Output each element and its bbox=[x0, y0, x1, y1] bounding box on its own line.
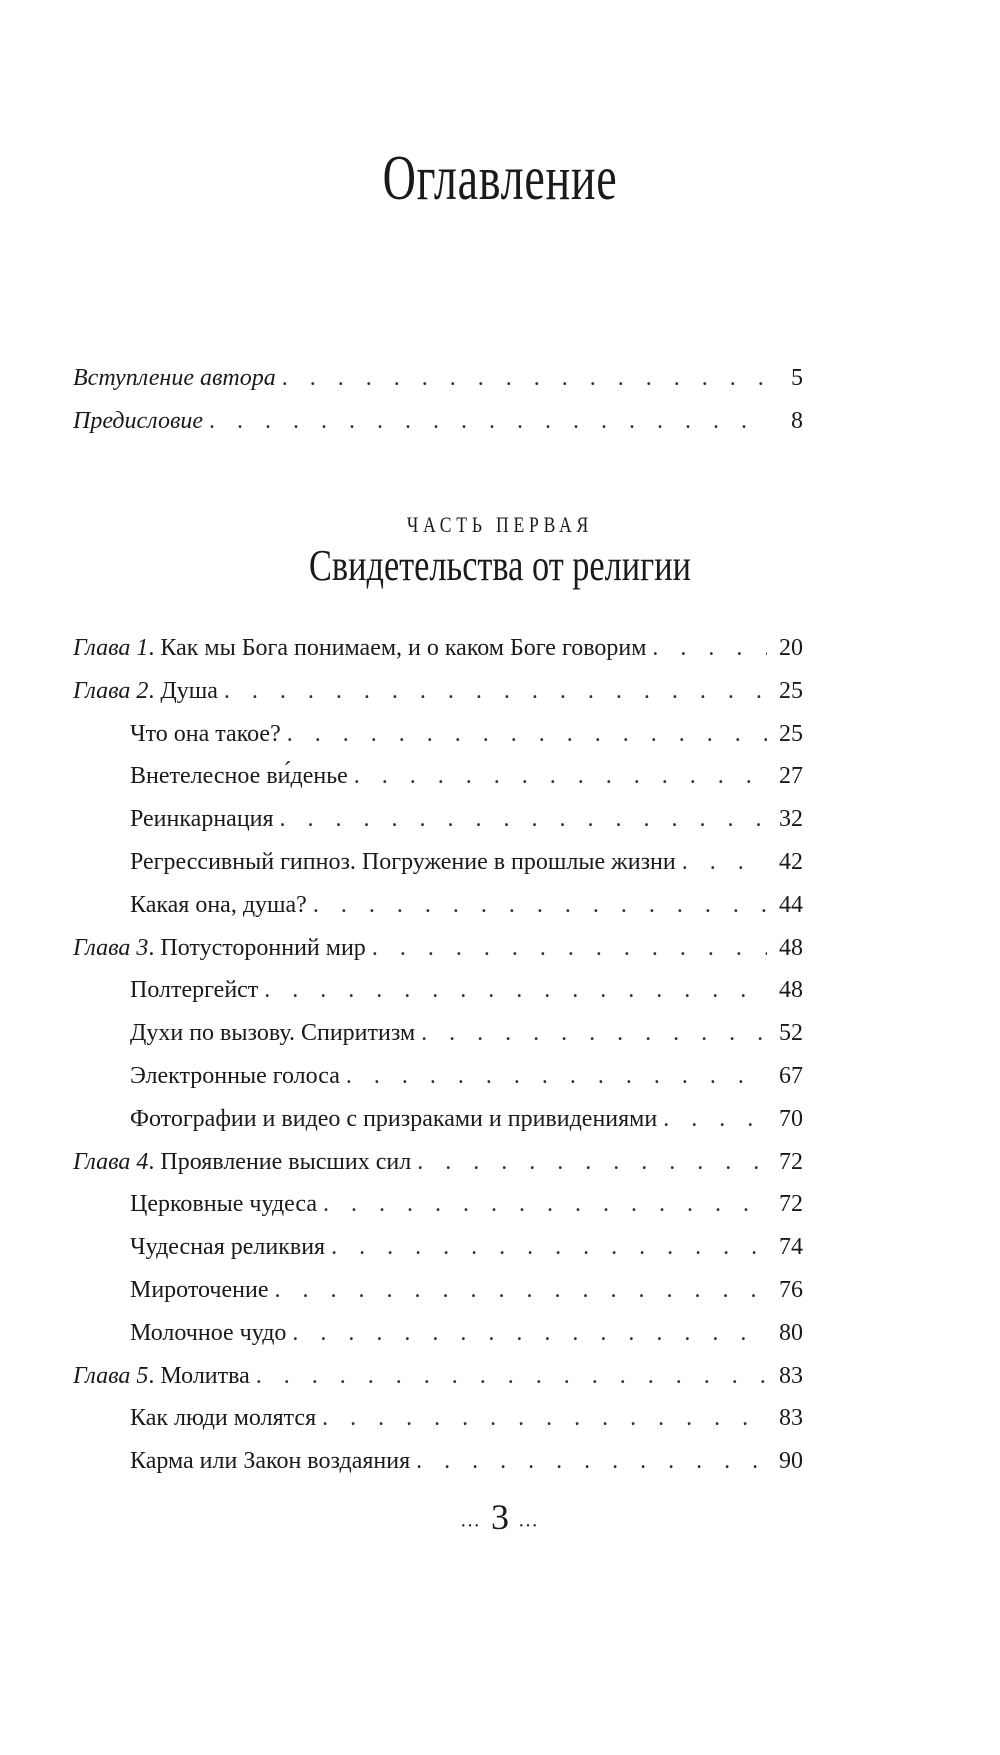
toc-entry[interactable] bbox=[73, 1098, 803, 1141]
toc-entry-label bbox=[130, 798, 274, 841]
dot-leader bbox=[256, 1355, 767, 1398]
toc-entry[interactable] bbox=[73, 1012, 803, 1055]
toc-entry-page: 42 bbox=[779, 848, 803, 875]
toc-entry-label bbox=[130, 1098, 657, 1141]
toc-entry-page: 72 bbox=[779, 1191, 803, 1218]
toc-entry[interactable] bbox=[73, 1183, 803, 1226]
chapter-number: Глава 1 bbox=[73, 635, 149, 661]
toc-entry-label bbox=[130, 713, 281, 756]
toc-entry[interactable] bbox=[73, 755, 803, 798]
toc-entry-page: 44 bbox=[779, 891, 803, 918]
front-matter-list bbox=[73, 357, 803, 443]
toc-entry-page: 8 bbox=[791, 407, 803, 434]
dot-leader bbox=[274, 1269, 767, 1312]
toc-entry-title: . Молитва bbox=[148, 1362, 250, 1389]
toc-list bbox=[73, 627, 803, 1483]
dot-leader bbox=[372, 927, 767, 970]
toc-entry-page: 83 bbox=[779, 1405, 803, 1432]
dot-leader bbox=[323, 1183, 767, 1226]
toc-entry-title: Электронные голоса bbox=[130, 1062, 340, 1089]
dot-leader bbox=[282, 357, 767, 400]
toc-entry-title: Реинкарнация bbox=[130, 806, 274, 833]
toc-entry[interactable] bbox=[73, 1055, 803, 1098]
toc-entry-label bbox=[130, 1012, 415, 1055]
toc-entry[interactable] bbox=[73, 841, 803, 884]
toc-entry-title: Мироточение bbox=[130, 1276, 269, 1303]
folio-ornament-left: … bbox=[460, 1509, 482, 1532]
toc-entry-title: Внетелесное ви́денье bbox=[130, 763, 348, 790]
toc-entry[interactable] bbox=[73, 884, 803, 927]
toc-entry-page: 27 bbox=[779, 763, 803, 790]
toc-entry[interactable] bbox=[73, 798, 803, 841]
toc-entry-title: Фотографии и видео с призраками и привидениями bbox=[130, 1105, 658, 1132]
toc-entry-label bbox=[130, 884, 307, 927]
toc-entry[interactable] bbox=[73, 969, 803, 1012]
toc-entry-title: Полтергейст bbox=[130, 977, 259, 1004]
toc-entry[interactable] bbox=[73, 713, 803, 756]
toc-entry[interactable] bbox=[73, 670, 803, 713]
chapter-number: Глава 4 bbox=[73, 1148, 149, 1175]
part-title: Свидетельства от религии bbox=[309, 541, 691, 590]
toc-entry-page: 76 bbox=[779, 1276, 803, 1303]
folio-ornament-right: … bbox=[518, 1509, 540, 1532]
dot-leader bbox=[280, 798, 767, 841]
toc-entry-label bbox=[73, 1141, 411, 1184]
toc-entry-label bbox=[130, 1055, 340, 1098]
toc-entry-page: 25 bbox=[779, 720, 803, 747]
toc-entry-label bbox=[130, 969, 258, 1012]
toc-entry-label bbox=[130, 841, 676, 884]
toc-entry-label bbox=[73, 670, 218, 713]
toc-entry-page: 74 bbox=[779, 1234, 803, 1261]
dot-leader bbox=[224, 670, 767, 713]
dot-leader bbox=[264, 969, 767, 1012]
toc-entry-title: . Проявление высших сил bbox=[148, 1148, 412, 1175]
toc-entry-title: Духи по вызову. Спиритизм bbox=[130, 1020, 416, 1047]
dot-leader bbox=[652, 627, 767, 670]
toc-entry-page: 52 bbox=[779, 1020, 803, 1047]
chapter-number: Глава 2 bbox=[73, 677, 149, 704]
toc-entry-label bbox=[130, 1440, 410, 1483]
dot-leader bbox=[421, 1012, 767, 1055]
toc-entry-label bbox=[73, 400, 203, 443]
toc-entry-label bbox=[73, 357, 276, 400]
dot-leader bbox=[292, 1312, 767, 1355]
toc-entry-title: Какая она, душа? bbox=[130, 891, 307, 918]
toc-entry-title: Как люди молятся bbox=[130, 1405, 317, 1432]
dot-leader bbox=[331, 1226, 767, 1269]
toc-entry[interactable] bbox=[73, 627, 803, 670]
toc-entry-title: Церковные чудеса bbox=[130, 1191, 317, 1218]
toc-entry-page: 70 bbox=[779, 1105, 803, 1132]
toc-entry-title: Вступление автора bbox=[73, 365, 276, 391]
page-number bbox=[0, 1495, 1000, 1543]
toc-entry-label bbox=[130, 1269, 268, 1312]
toc-entry[interactable] bbox=[73, 1397, 803, 1440]
dot-leader bbox=[417, 1141, 767, 1184]
toc-entry-label bbox=[130, 755, 348, 798]
toc-entry-label bbox=[73, 927, 366, 970]
toc-entry-label bbox=[130, 1183, 317, 1226]
toc-entry-title: Чудесная реликвия bbox=[130, 1234, 326, 1261]
toc-entry[interactable] bbox=[73, 1312, 803, 1355]
dot-leader bbox=[354, 755, 767, 798]
toc-entry-title: Что она такое? bbox=[130, 720, 281, 747]
chapter-number: Глава 5 bbox=[73, 1362, 149, 1389]
toc-entry-label bbox=[130, 1397, 316, 1440]
dot-leader bbox=[682, 841, 767, 884]
toc-entry-label bbox=[73, 627, 646, 670]
toc-entry-page: 72 bbox=[779, 1148, 803, 1175]
toc-entry-page: 90 bbox=[779, 1448, 803, 1475]
toc-entry-page: 5 bbox=[791, 365, 803, 391]
toc-entry[interactable] bbox=[73, 1355, 803, 1398]
folio-number: 3 bbox=[491, 1497, 509, 1537]
toc-entry-page: 48 bbox=[779, 934, 803, 961]
toc-entry[interactable] bbox=[73, 1269, 803, 1312]
dot-leader bbox=[287, 713, 767, 756]
toc-entry[interactable] bbox=[73, 1141, 803, 1184]
toc-entry-page: 25 bbox=[779, 677, 803, 704]
page-title: Оглавление bbox=[382, 142, 618, 213]
toc-entry-label bbox=[73, 1355, 250, 1398]
toc-entry-title: Регрессивный гипноз. Погружение в прошлые жизни bbox=[130, 848, 676, 875]
toc-entry-title: . Как мы Бога понимаем, и о каком Боге говорим bbox=[148, 635, 647, 661]
toc-entry-page: 32 bbox=[779, 806, 803, 833]
toc-entry[interactable] bbox=[73, 927, 803, 970]
dot-leader bbox=[416, 1440, 767, 1483]
part-label: ЧАСТЬ ПЕРВАЯ bbox=[406, 512, 594, 537]
toc-entry-page: 67 bbox=[779, 1062, 803, 1089]
dot-leader bbox=[209, 400, 767, 443]
toc-entry-title: Карма или Закон воздаяния bbox=[130, 1448, 411, 1475]
toc-entry-title: . Потусторонний мир bbox=[148, 934, 366, 961]
toc-entry-page: 83 bbox=[779, 1362, 803, 1389]
toc-entry[interactable] bbox=[73, 357, 803, 400]
toc-entry[interactable] bbox=[73, 400, 803, 443]
toc-entry-title: Предисловие bbox=[73, 407, 204, 434]
toc-entry[interactable] bbox=[73, 1440, 803, 1483]
toc-entry-title: Молочное чудо bbox=[130, 1319, 287, 1346]
dot-leader bbox=[663, 1098, 767, 1141]
toc-entry-page: 80 bbox=[779, 1319, 803, 1346]
toc-entry-label bbox=[130, 1312, 286, 1355]
toc-entry-page: 20 bbox=[779, 635, 803, 661]
toc-entry-title: . Душа bbox=[148, 677, 218, 704]
chapter-number: Глава 3 bbox=[73, 934, 149, 961]
toc-entry-page: 48 bbox=[779, 977, 803, 1004]
dot-leader bbox=[322, 1397, 767, 1440]
toc-entry[interactable] bbox=[73, 1226, 803, 1269]
dot-leader bbox=[346, 1055, 767, 1098]
dot-leader bbox=[313, 884, 767, 927]
toc-entry-label bbox=[130, 1226, 325, 1269]
